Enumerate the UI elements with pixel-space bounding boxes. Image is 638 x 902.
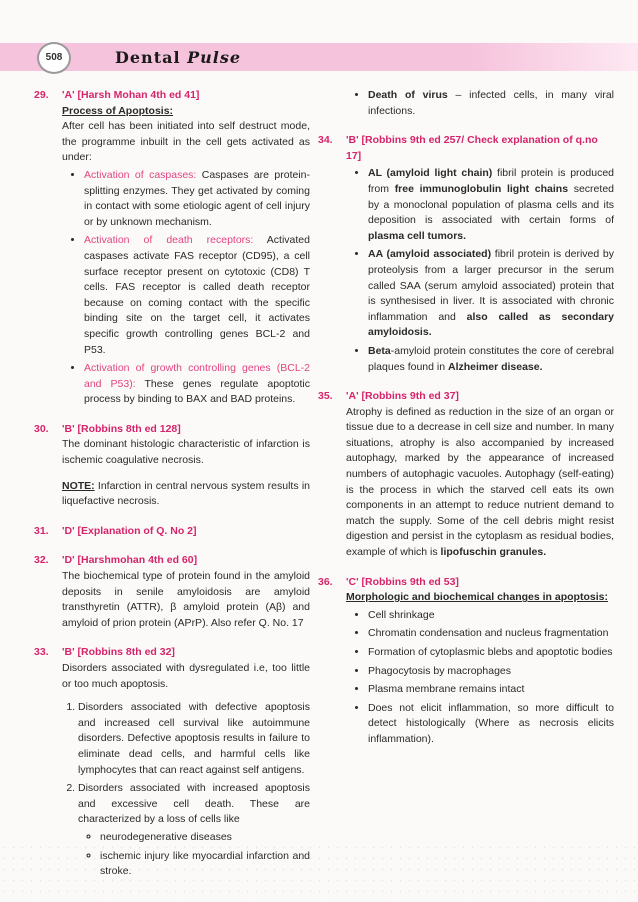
list-item (368, 166, 614, 244)
note-text: Infarction in central nervous system results in liquefactive necrosis. (62, 479, 310, 508)
list-item (368, 344, 614, 375)
bold-term: Death of virus (368, 89, 448, 101)
item-text: – infected cells, in many viral infections. (368, 89, 614, 117)
answer-reference: 'B' [Robbins 9th ed 257/ Check explanation of q.no 17] (346, 134, 598, 162)
list-item (368, 88, 614, 119)
list-item (84, 361, 310, 408)
paragraph: The dominant histologic characteristic of infarction is ischemic coagulative necrosis. (62, 438, 310, 467)
question-number: 30. (34, 422, 49, 435)
item-text: Disorders associated with increased apoptosis and excessive cell death. These are characterized by a loss of cells like (78, 782, 310, 826)
question-number: 32. (34, 554, 49, 567)
question-number: 31. (34, 524, 49, 537)
answer-reference: 'D' [Explanation of Q. No 2] (62, 524, 197, 537)
list-item: • Plasma membrane remains intact (368, 682, 614, 698)
answer-reference: 'A' [Robbins 9th ed 37] (346, 390, 459, 403)
title-word: Dental (115, 48, 181, 67)
highlight-term: Activation of death receptors: (84, 234, 254, 247)
page-number: 508 (37, 42, 71, 74)
item-text: -amyloid protein constitutes the core of cerebral plaques found in (368, 344, 614, 373)
item-text: fibril protein is produced from (368, 167, 614, 195)
list-item: • Does not elicit inflammation, so more difficult to detect histologically (Where as necrosis elicits inflammation). (368, 701, 614, 748)
subheading: Morphologic and biochemical changes in apoptosis: (346, 591, 608, 604)
paragraph: After cell has been initiated into self destruct mode, the programme inbuilt in the cell gets activated as under: (62, 120, 310, 164)
question-number: 33. (34, 646, 49, 659)
book-title (115, 48, 241, 67)
header-banner-fade (470, 43, 638, 71)
bold-term: Beta (368, 344, 391, 357)
paragraph: Disorders associated with dysregulated i.e, too little or too much apoptosis. (62, 662, 310, 690)
highlight-term: Activation of growth controlling genes (BCL-2 and P53): (84, 362, 310, 390)
bullet-list (62, 168, 310, 408)
sub-list-item: ◦ ischemic injury like myocardial infarction and stroke. (100, 849, 310, 880)
answer-reference: 'C' [Robbins 9th ed 53] (346, 575, 459, 588)
paragraph-text: Atrophy is defined as reduction in the size of an organ or tissue due to a decrease in cell size and number. In many situations, atrophy is also accompanied by increased autophagy, marked by the appearance of increased numbers of autophagic vacuoles. Autophagy (self-eating) is the process in which the starved cell eats its own components in an attempt to reduce nutrient demand to match the supply. Some of the cell debris might resist digestion and persist in the cytoplasm as residual bodies, example of which is (346, 405, 614, 559)
list-item: • Formation of cytoplasmic blebs and apoptotic bodies (368, 645, 614, 661)
item-text: secreted by a monoclonal population of plasma cells and its deposition is associated with certain forms of (368, 182, 614, 227)
list-item: • Chromatin condensation and nucleus fragmentation (368, 626, 614, 642)
continued-list (318, 88, 614, 119)
bold-term: lipofuschin granules. (440, 546, 547, 559)
answer-reference: 'B' [Robbins 8th ed 128] (62, 422, 181, 435)
question-number: 34. (318, 134, 333, 147)
bullet-list (346, 608, 614, 748)
note-paragraph (62, 479, 310, 510)
bold-term: free immunoglobulin light chains (394, 182, 569, 195)
speckle-texture (0, 842, 638, 902)
answer-29 (34, 88, 310, 408)
subheading: Process of Apoptosis: (62, 104, 174, 117)
paragraph: The biochemical type of protein found in the amyloid deposits in senile amyloidosis are amyloid transthyretin (ATTR), β amyloid protein (Aβ) and amyloid of prion protein (APrP). Also refer Q. No. 17 (62, 570, 310, 629)
left-column (34, 88, 310, 894)
answer-36 (318, 575, 614, 748)
sub-list-item: ◦ neurodegenerative diseases (100, 830, 310, 846)
list-item: 1. Disorders associated with defective apoptosis and increased cell survival like autoimmune disorders. Defective apoptosis results in failure to eliminate dead cells, and harmful cells like lymphocytes that can react against self antigens. (78, 700, 310, 778)
answer-reference: 'D' [Harshmohan 4th ed 60] (62, 554, 198, 567)
bold-term: Alzheimer disease. (447, 360, 543, 373)
answer-31 (34, 524, 310, 540)
right-column (318, 88, 614, 762)
answer-32 (34, 553, 310, 631)
item-text: Caspases are protein-splitting enzymes. They get activated by coming in contact with some etiologic agent of cell injury or by unknown mechanism. (84, 168, 311, 228)
list-item (84, 168, 310, 230)
question-number: 35. (318, 390, 333, 403)
answer-35 (318, 389, 614, 561)
bullet-list (346, 166, 614, 375)
answer-reference: 'B' [Robbins 8th ed 32] (62, 646, 175, 659)
bold-term: plasma cell tumors. (368, 229, 467, 242)
question-number: 29. (34, 89, 49, 101)
note-label: NOTE: (62, 479, 95, 492)
bold-term: AL (amyloid light chain) (368, 167, 493, 180)
list-item: • Cell shrinkage (368, 608, 614, 624)
list-item (368, 247, 614, 341)
bold-term: AA (amyloid associated) (368, 248, 492, 261)
list-item: • Phagocytosis by macrophages (368, 664, 614, 680)
title-slogan: Pulse (187, 48, 242, 67)
item-text: fibril protein is derived by proteolysis from a larger precursor in the serum called SAA (serum amyloid associated) protein that is synthesised in liver. It is associated with chronic inflammation and (368, 248, 615, 323)
answer-34 (318, 133, 614, 375)
highlight-term: Activation of caspases: (84, 168, 197, 181)
item-text: Activated caspases activate FAS receptor (CD95), a cell surface receptor present on cytotoxic (CD8) T cells. FAS receptor is called death receptor because on coming contact with the specific binding site on the target cell, it activates specific growth controlling genes BCL-2 and P53. (84, 234, 310, 356)
answer-30 (34, 422, 310, 510)
question-number: 36. (318, 575, 333, 588)
answer-reference: 'A' [Harsh Mohan 4th ed 41] (62, 89, 200, 101)
list-item (84, 233, 310, 358)
paragraph (346, 405, 614, 561)
bold-term: also called as secondary amyloidosis. (368, 310, 614, 339)
item-text: These genes regulate apoptotic process by binding to BAX and BAD proteins. (84, 377, 310, 406)
